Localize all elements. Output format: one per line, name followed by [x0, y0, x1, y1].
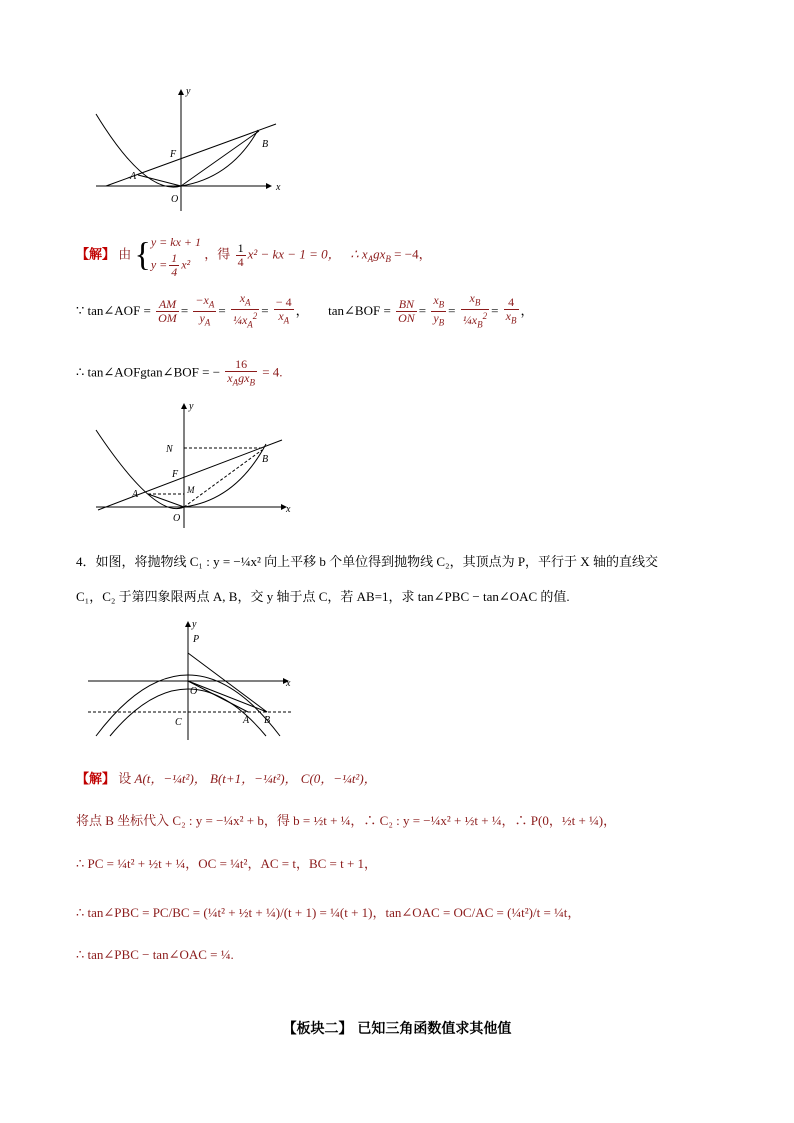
- sol1-line3: ∴ tan∠AOFgtan∠BOF = − $\frac{16}{x_Agx_B}$ = 4.: [76, 357, 283, 388]
- sol1-line2: ∵ tan∠AOF = $\frac{AM}{OM}$ = $\frac{-x_A}{y_A}$ = $\frac{x_A}{\frac{1}{4}x_A^2}$ = $\frac{- 4}{x_A}$ ， tan∠BOF = $\frac{BN}{ON}$ = $\frac{x_B}{y_B}$ = $\frac{x_B}{\frac{1}{4}x_B^2}$ = $\frac{4}{x_B}$ ，: [76, 291, 534, 330]
- fig2-label-M: M: [187, 485, 195, 495]
- fig3-label-O: O: [190, 686, 198, 697]
- figure-1: [86, 86, 286, 216]
- fig1-label-x: x: [276, 182, 281, 193]
- fig3-label-P: P: [193, 634, 200, 645]
- sol1-label: 【解】: [76, 247, 116, 263]
- sol4-line3: ∴ PC = ¼t² + ½t + ¼，OC = ¼t²，AC = t，BC = t + 1，: [76, 856, 378, 871]
- fig3-label-C: C: [175, 717, 182, 728]
- figure-3: [80, 618, 300, 748]
- fig2-label-B: B: [262, 454, 269, 465]
- fig1-label-F: F: [170, 149, 177, 160]
- fig1-label-B: B: [262, 139, 269, 150]
- q4-line1: 4．如图，将抛物线 C₁ : y = −¼x² 向上平移 b 个单位得到抛物线 C₂，其顶点为 P，平行于 X 轴的直线交: [76, 554, 658, 569]
- sol4-line2: 将点 B 坐标代入 C₂ : y = −¼x² + b，得 b = ½t + ¼，∴ C₂ : y = −¼x² + ½t + ¼，∴ P(0，½t + ¼)，: [76, 813, 617, 828]
- sol4-line5: ∴ tan∠PBC − tan∠OAC = ¼.: [76, 947, 234, 962]
- fig2-label-N: N: [166, 444, 173, 455]
- q4-line2: C₁，C₂ 于第四象限两点 A, B，交 y 轴于点 C，若 AB=1，求 tan∠PBC − tan∠OAC 的值.: [76, 589, 570, 604]
- sol4-line4: ∴ tan∠PBC = PC/BC = (¼t² + ½t + ¼)/(t + 1) = ¼(t + 1)，tan∠OAC = OC/AC = (¼t²)/t = ¼t，: [76, 905, 581, 920]
- sol4-label: 【解】: [76, 772, 116, 787]
- fig3-label-B: B: [264, 715, 271, 726]
- fig1-label-A: A: [130, 171, 137, 182]
- fig1-label-O: O: [171, 194, 179, 205]
- fig2-label-O: O: [173, 513, 181, 524]
- fig2-label-y: y: [189, 401, 194, 412]
- section-title: 【板块二】 已知三角函数值求其他值: [282, 1021, 512, 1037]
- figure-2: [86, 400, 296, 530]
- fig3-label-A: A: [243, 715, 250, 726]
- fig1-label-y: y: [186, 86, 191, 97]
- sol1-line1: 【解】 由 {y = kx + 1 y = $\frac{1}{4}$ x² ，得 $\frac{1}{4}$ x² − kx − 1 = 0， ∴ $x_Agx_B = -4$，: [76, 235, 432, 279]
- sol4-line1: 【解】 设 A(t，−¼t²)， B(t+1，−¼t²)， C(0，−¼t²)，: [76, 771, 377, 787]
- fig2-label-x: x: [286, 504, 291, 515]
- fig3-label-x: x: [286, 678, 291, 689]
- fig3-label-y: y: [192, 619, 197, 630]
- fig2-label-F: F: [172, 469, 179, 480]
- fig2-label-A: A: [132, 489, 139, 500]
